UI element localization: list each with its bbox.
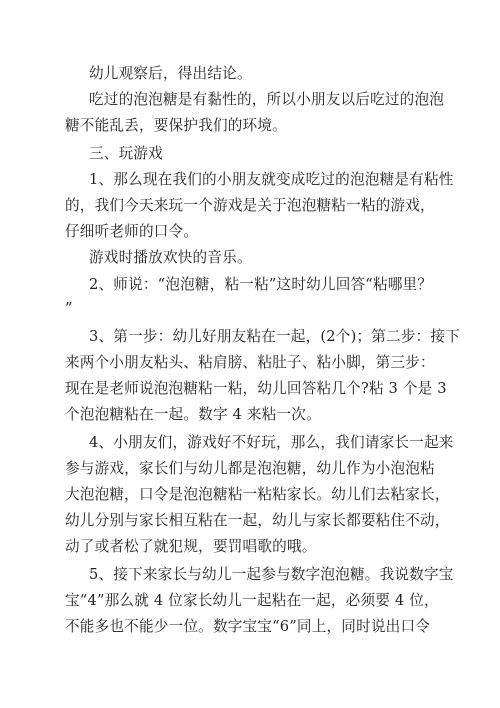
paragraph-6-line-1: 2、师说：“泡泡糖，粘一粘”这时幼儿回答“粘哪里？ <box>89 276 433 293</box>
paragraph-5-line-1: 游戏时播放欢快的音乐。 <box>89 249 252 266</box>
paragraph-8-line-3: 大泡泡糖，口令是泡泡糖粘一粘粘家长。幼儿们去粘家长， <box>65 486 450 503</box>
paragraph-7-line-2: 来两个小朋友粘头、粘肩膀、粘肚子、粘小脚，第三步： <box>65 354 435 371</box>
paragraph-7-line-1: 3、第一步：幼儿好朋友粘在一起，(2个)；第二步：接下 <box>89 328 461 345</box>
paragraph-4-line-2: 的，我们今天来玩一个游戏是关于泡泡糖粘一粘的游戏， <box>65 197 435 214</box>
paragraph-2-line-2: 糖不能乱丢，要保护我们的环境。 <box>65 117 287 134</box>
paragraph-8-line-1: 4、小朋友们，游戏好不好玩，那么，我们请家长一起来 <box>89 434 454 451</box>
paragraph-8-line-5: 动了或者松了就犯规，要罚唱歌的哦。 <box>65 538 317 555</box>
paragraph-9-line-3: 不能多也不能少一位。数字宝宝“6”同上，同时说出口令 <box>65 618 431 635</box>
paragraph-8-line-4: 幼儿分别与家长相互粘在一起，幼儿与家长都要粘住不动， <box>65 512 450 529</box>
paragraph-9-line-2: 宝“4”那么就 4 位家长幼儿一起粘在一起，必须要 4 位， <box>65 592 439 609</box>
paragraph-1-line-1: 幼儿观察后，得出结论。 <box>89 65 252 82</box>
paragraph-7-line-4: 个泡泡糖粘在一起。数字 4 来粘一次。 <box>65 406 321 423</box>
paragraph-9-line-1: 5、接下来家长与幼儿一起参与数字泡泡糖。我说数字宝 <box>89 566 454 583</box>
paragraph-4-line-1: 1、那么现在我们的小朋友就变成吃过的泡泡糖是有粘性 <box>89 171 454 188</box>
paragraph-8-line-2: 参与游戏，家长们与幼儿都是泡泡糖，幼儿作为小泡泡粘 <box>65 460 435 477</box>
paragraph-6-line-2: ” <box>65 300 73 317</box>
section-heading-play-game: 三、玩游戏 <box>89 145 163 162</box>
paragraph-2-line-1: 吃过的泡泡糖是有黏性的，所以小朋友以后吃过的泡泡 <box>89 91 445 108</box>
paragraph-4-line-3: 仔细听老师的口令。 <box>65 223 199 240</box>
paragraph-7-line-3: 现在是老师说泡泡糖粘一粘，幼儿回答粘几个?粘 3 个是 3 <box>65 380 447 397</box>
